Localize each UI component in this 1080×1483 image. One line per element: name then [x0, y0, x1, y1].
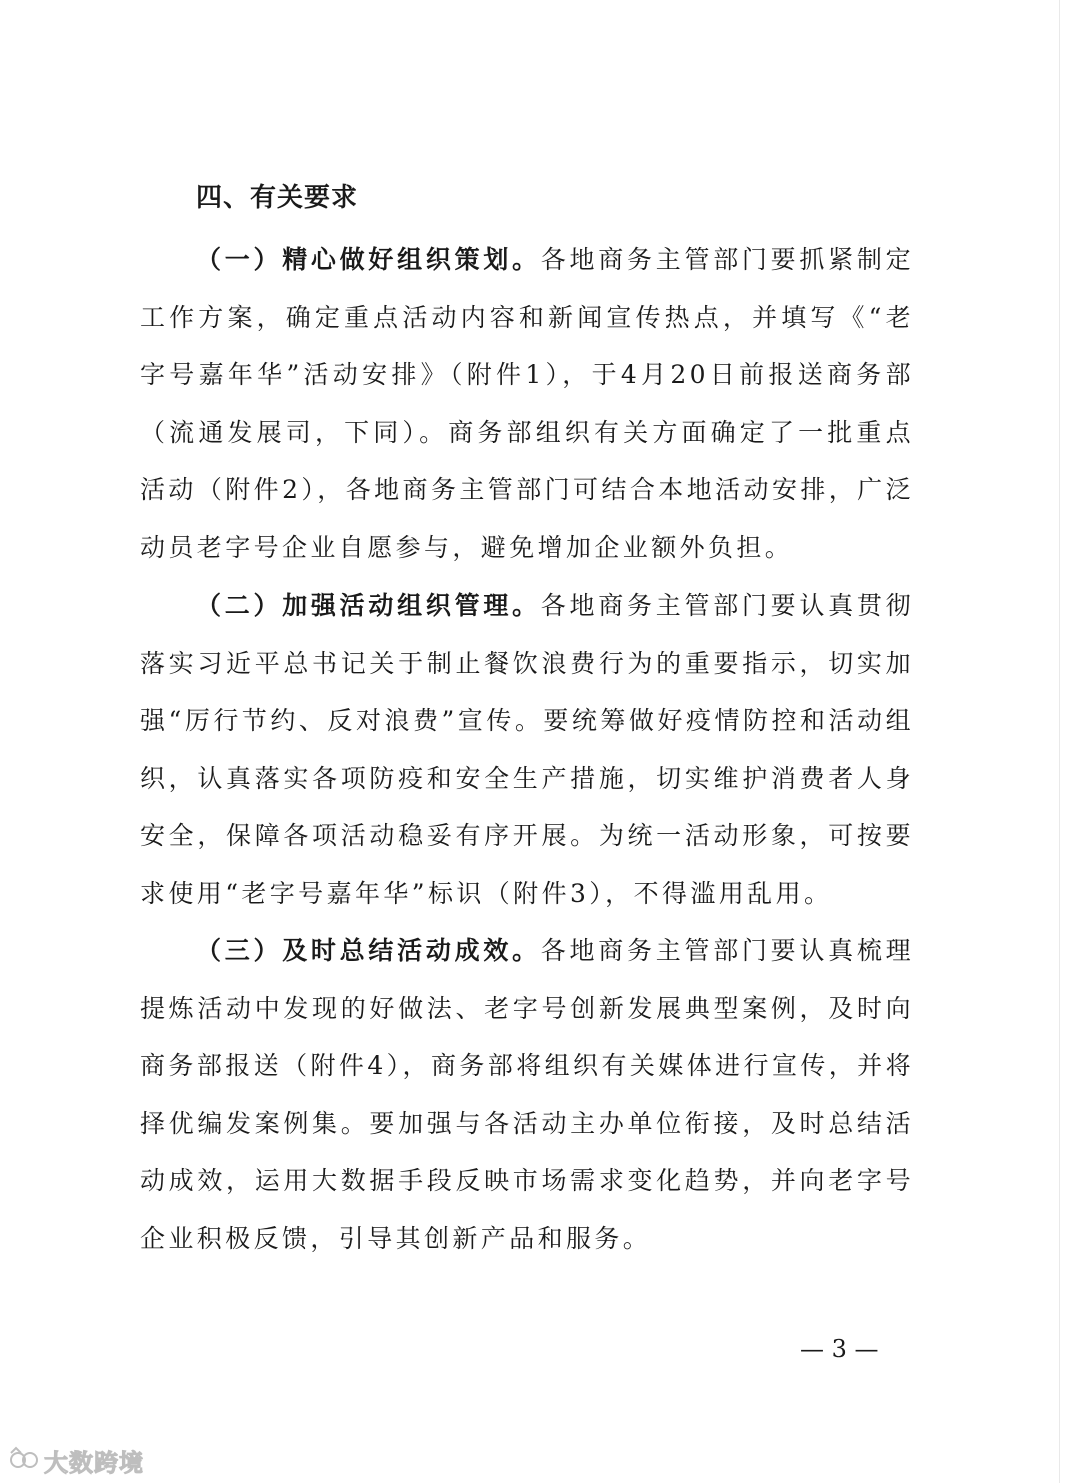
- paragraph-2-lead: （二）加强活动组织管理。: [196, 591, 541, 620]
- paragraph-1: [140, 231, 914, 576]
- watermark: [8, 1443, 144, 1477]
- paragraph-1-body: 各地商务主管部门要抓紧制定工作方案，确定重点活动内容和新闻宣传热点，并填写《“老字号嘉年华”活动安排》（附件1），于4月20日前报送商务部（流通发展司，下同）。商务部组织有关方面确定了一批重点活动（附件2），各地商务主管部门可结合本地活动安排，广泛动员老字号企业自愿参与，避免增加企业额外负担。: [140, 245, 914, 562]
- page-number: — 3 —: [800, 1335, 879, 1363]
- paragraph-3-body: 各地商务主管部门要认真梳理提炼活动中发现的好做法、老字号创新发展典型案例，及时向商务部报送（附件4），商务部将组织有关媒体进行宣传，并将择优编发案例集。要加强与各活动主办单位衔接，及时总结活动成效，运用大数据手段反映市场需求变化趋势，并向老字号企业积极反馈，引导其创新产品和服务。: [140, 936, 914, 1253]
- paragraph-2-body: 各地商务主管部门要认真贯彻落实习近平总书记关于制止餐饮浪费行为的重要指示，切实加强“厉行节约、反对浪费”宣传。要统筹做好疫情防控和活动组织，认真落实各项防疫和安全生产措施，切实维护消费者人身安全，保障各项活动稳妥有序开展。为统一活动形象，可按要求使用“老字号嘉年华”标识（附件3），不得滥用乱用。: [140, 591, 914, 908]
- section-heading: 四、有关要求: [196, 183, 359, 213]
- page-edge-line: [1059, 0, 1060, 1483]
- watermark-text: 大数跨境: [44, 1448, 144, 1477]
- logo-mark-icon: [8, 1445, 42, 1475]
- paragraph-3: [140, 922, 914, 1267]
- paragraph-1-lead: （一）精心做好组织策划。: [196, 245, 541, 274]
- paragraph-3-lead: （三）及时总结活动成效。: [196, 936, 541, 965]
- paragraph-2: [140, 577, 914, 922]
